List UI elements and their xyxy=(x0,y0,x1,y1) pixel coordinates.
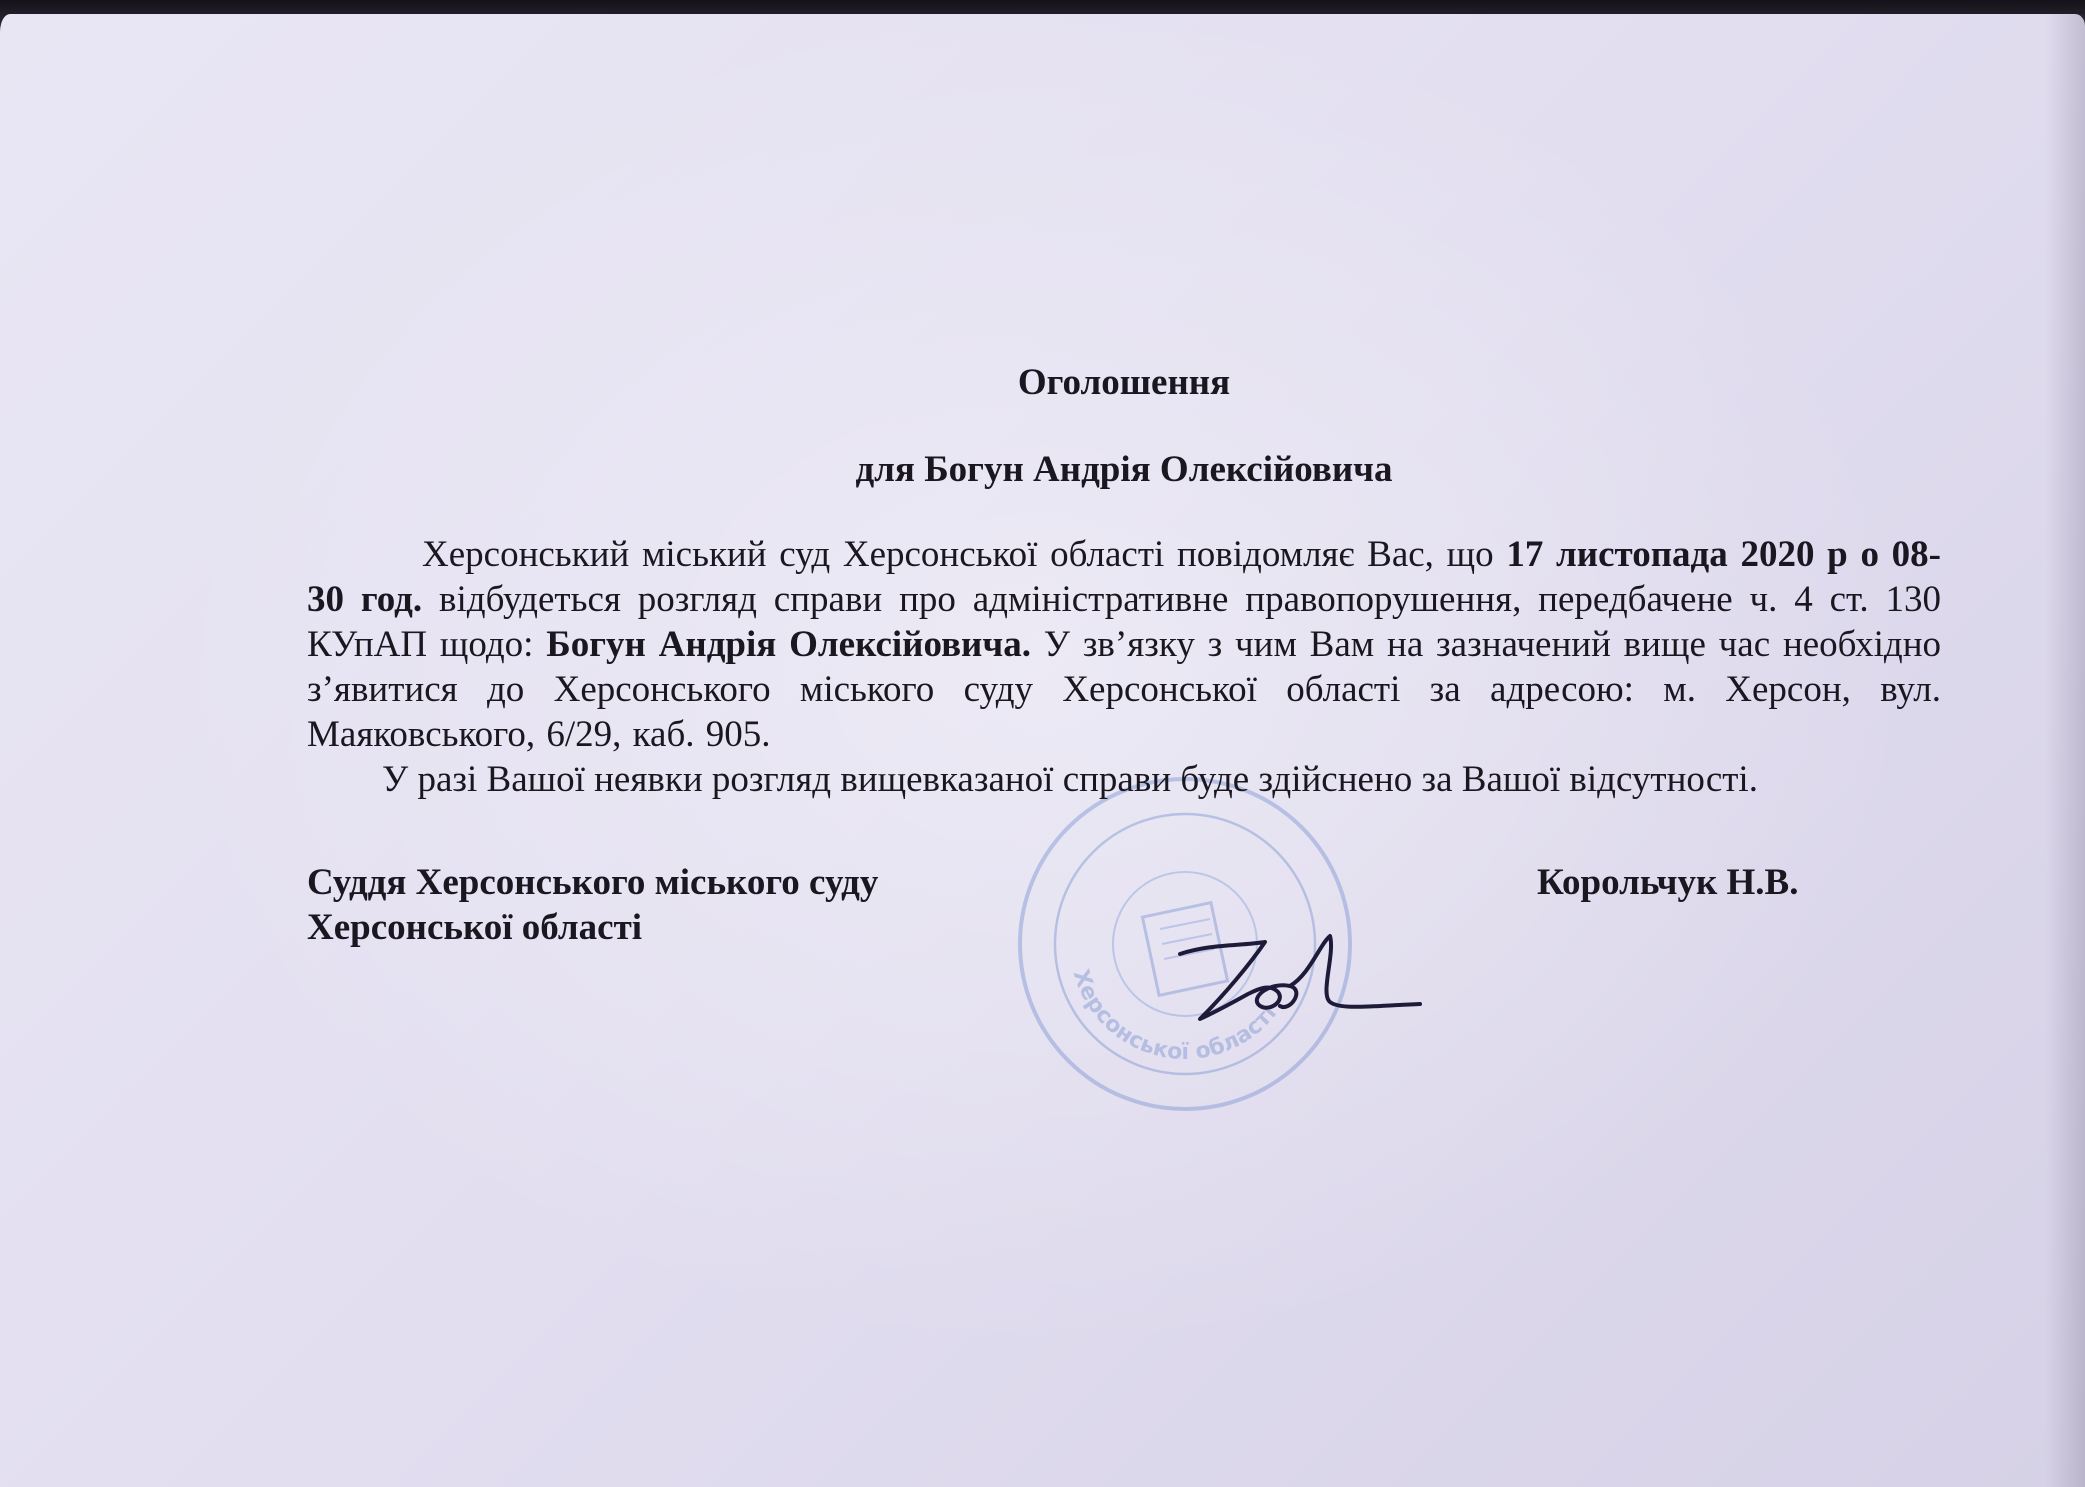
notice-absence-paragraph: У разі Вашої неявки розгляд вищевказаної справи буде здійснено за Вашої відсутності. xyxy=(382,759,1758,800)
signer-title-line-1: Суддя Херсонського міського суду xyxy=(307,862,879,903)
notice-document xyxy=(307,360,1941,960)
notice-recipient: для Богун Андрія Олексійовича xyxy=(855,449,1393,490)
signer-title-line-2: Херсонської області xyxy=(307,907,643,948)
signer-title xyxy=(307,860,1007,950)
signature-block xyxy=(307,860,1941,960)
body-text-case: відбудеться розгляд справи про адміністративне правопорушення, передбачене ч. 4 ст. 130 КУпАП щодо: xyxy=(307,579,1942,665)
signer-name: Корольчук Н.В. xyxy=(1537,862,1799,903)
body-text-address: У зв’язку з чим Вам на зазначений вище час необхідно з’явитися до Херсонського міського суду Херсонської області за адресою: м. Херсон, вул. Маяковського, 6/29, каб. 905. xyxy=(307,624,1941,755)
paper-sheet xyxy=(0,14,2085,1487)
notice-body-paragraph xyxy=(307,532,1941,757)
notice-title: Оголошення xyxy=(1017,362,1231,403)
hearing-date-time: 17 листопада 2020 р о 08-30 год. xyxy=(307,534,1941,620)
defendant-name: Богун Андрія Олексійовича. xyxy=(546,624,1031,665)
stamp-text: Херсонської області xyxy=(1067,966,1282,1066)
body-text-intro: Херсонський міський суд Херсонської області повідомляє Вас, що xyxy=(422,534,1507,575)
